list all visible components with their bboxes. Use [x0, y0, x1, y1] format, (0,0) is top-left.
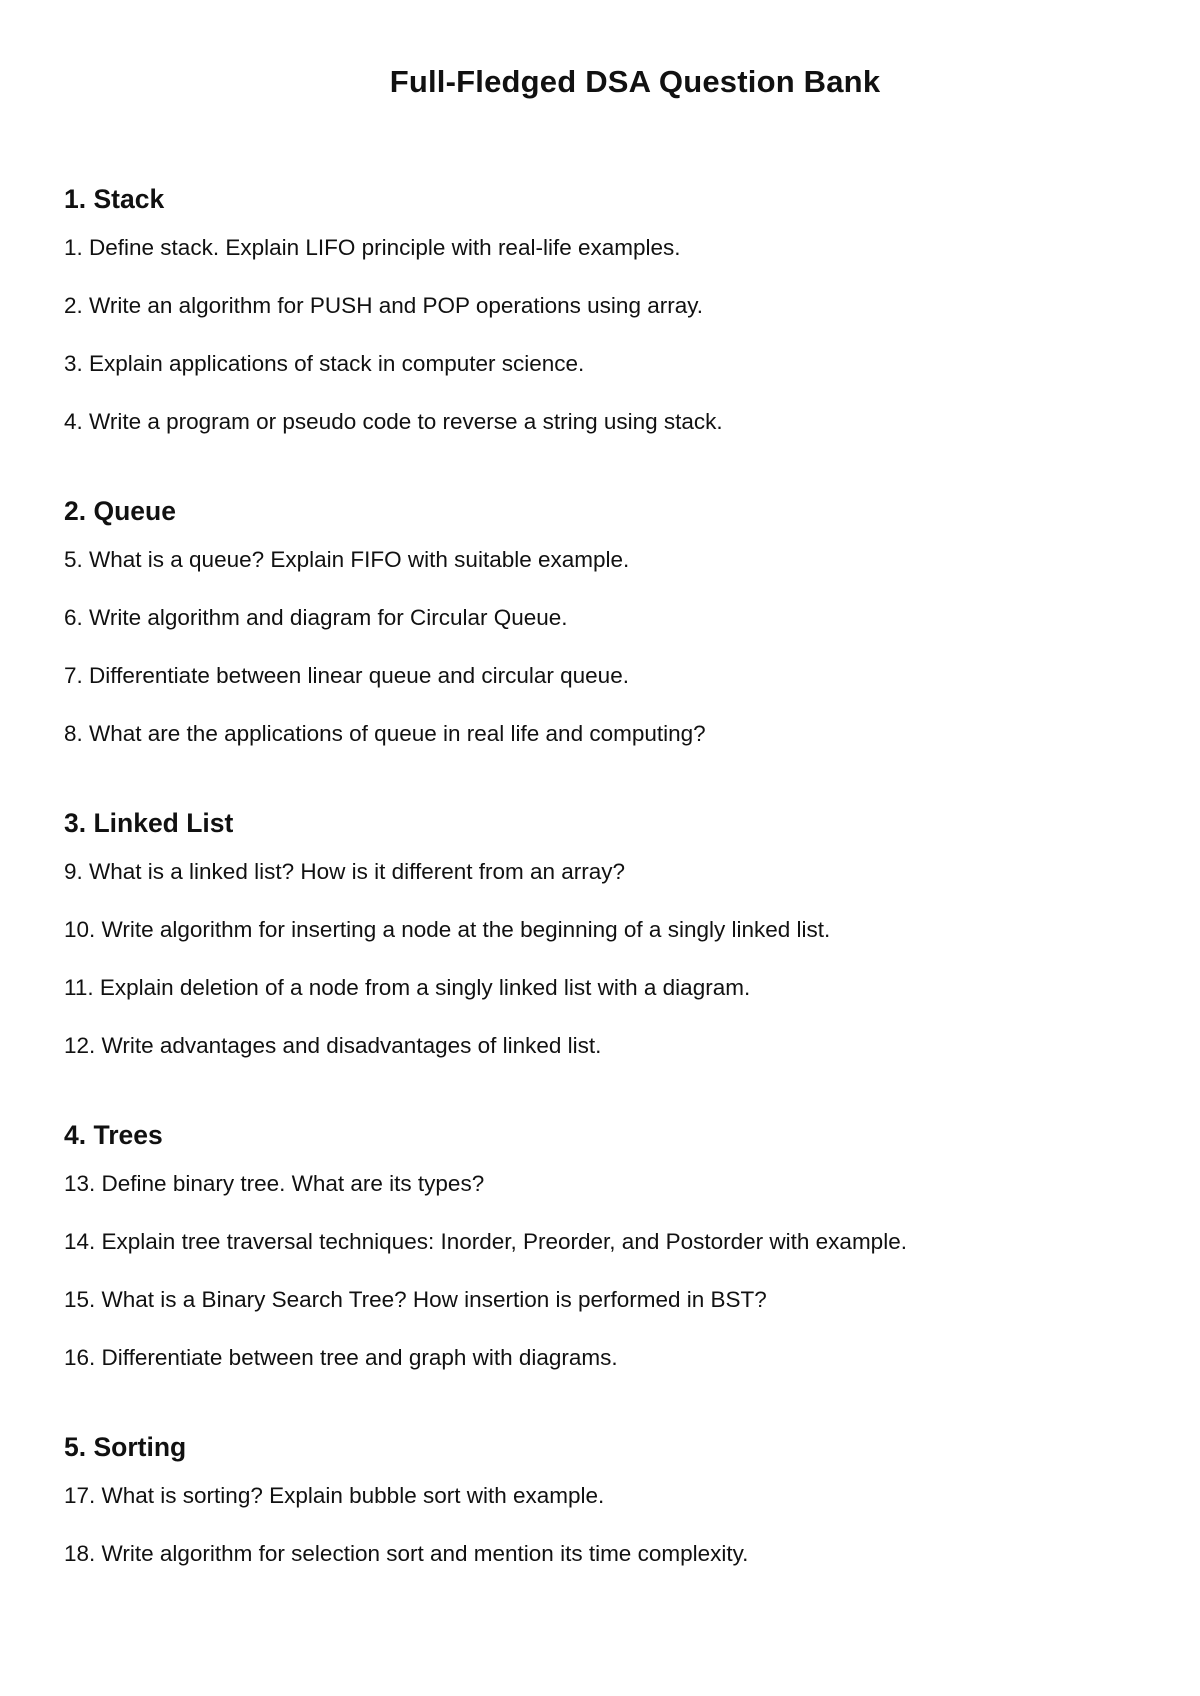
section-heading: 1. Stack — [64, 184, 165, 214]
question-item: 17. What is sorting? Explain bubble sort with example. — [64, 1483, 605, 1508]
page-title: Full-Fledged DSA Question Bank — [389, 64, 881, 99]
section-trees — [64, 1118, 1144, 1401]
question-item: 10. Write algorithm for inserting a node at the beginning of a singly linked list. — [64, 917, 831, 942]
question-list — [64, 857, 1144, 1089]
question-item: 14. Explain tree traversal techniques: Inorder, Preorder, and Postorder with example. — [64, 1229, 907, 1254]
question-item: 5. What is a queue? Explain FIFO with suitable example. — [64, 547, 630, 572]
question-item: 16. Differentiate between tree and graph with diagrams. — [64, 1345, 618, 1370]
section-queue — [64, 494, 1144, 777]
question-item: 1. Define stack. Explain LIFO principle with real-life examples. — [64, 235, 681, 260]
question-item: 6. Write algorithm and diagram for Circular Queue. — [64, 605, 568, 630]
question-list — [64, 233, 1144, 465]
question-list — [64, 1481, 1144, 1597]
section-heading: 4. Trees — [64, 1120, 163, 1150]
question-item: 11. Explain deletion of a node from a singly linked list with a diagram. — [64, 975, 751, 1000]
question-list — [64, 1169, 1144, 1401]
section-heading: 3. Linked List — [64, 808, 234, 838]
question-item: 4. Write a program or pseudo code to reverse a string using stack. — [64, 409, 723, 434]
question-item: 15. What is a Binary Search Tree? How insertion is performed in BST? — [64, 1287, 767, 1312]
question-item: 9. What is a linked list? How is it different from an array? — [64, 859, 626, 884]
question-list — [64, 545, 1144, 777]
section-heading: 2. Queue — [64, 496, 176, 526]
question-item: 7. Differentiate between linear queue and circular queue. — [64, 663, 629, 688]
section-stack — [64, 182, 1144, 465]
question-item: 8. What are the applications of queue in real life and computing? — [64, 721, 706, 746]
question-item: 2. Write an algorithm for PUSH and POP operations using array. — [64, 293, 704, 318]
question-sections — [64, 182, 1144, 1626]
question-item: 18. Write algorithm for selection sort and mention its time complexity. — [64, 1541, 749, 1566]
section-sorting — [64, 1430, 1144, 1597]
section-heading: 5. Sorting — [64, 1432, 187, 1462]
question-item: 12. Write advantages and disadvantages of linked list. — [64, 1033, 602, 1058]
question-item: 3. Explain applications of stack in computer science. — [64, 351, 585, 376]
section-linked-list — [64, 806, 1144, 1089]
question-item: 13. Define binary tree. What are its types? — [64, 1171, 485, 1196]
